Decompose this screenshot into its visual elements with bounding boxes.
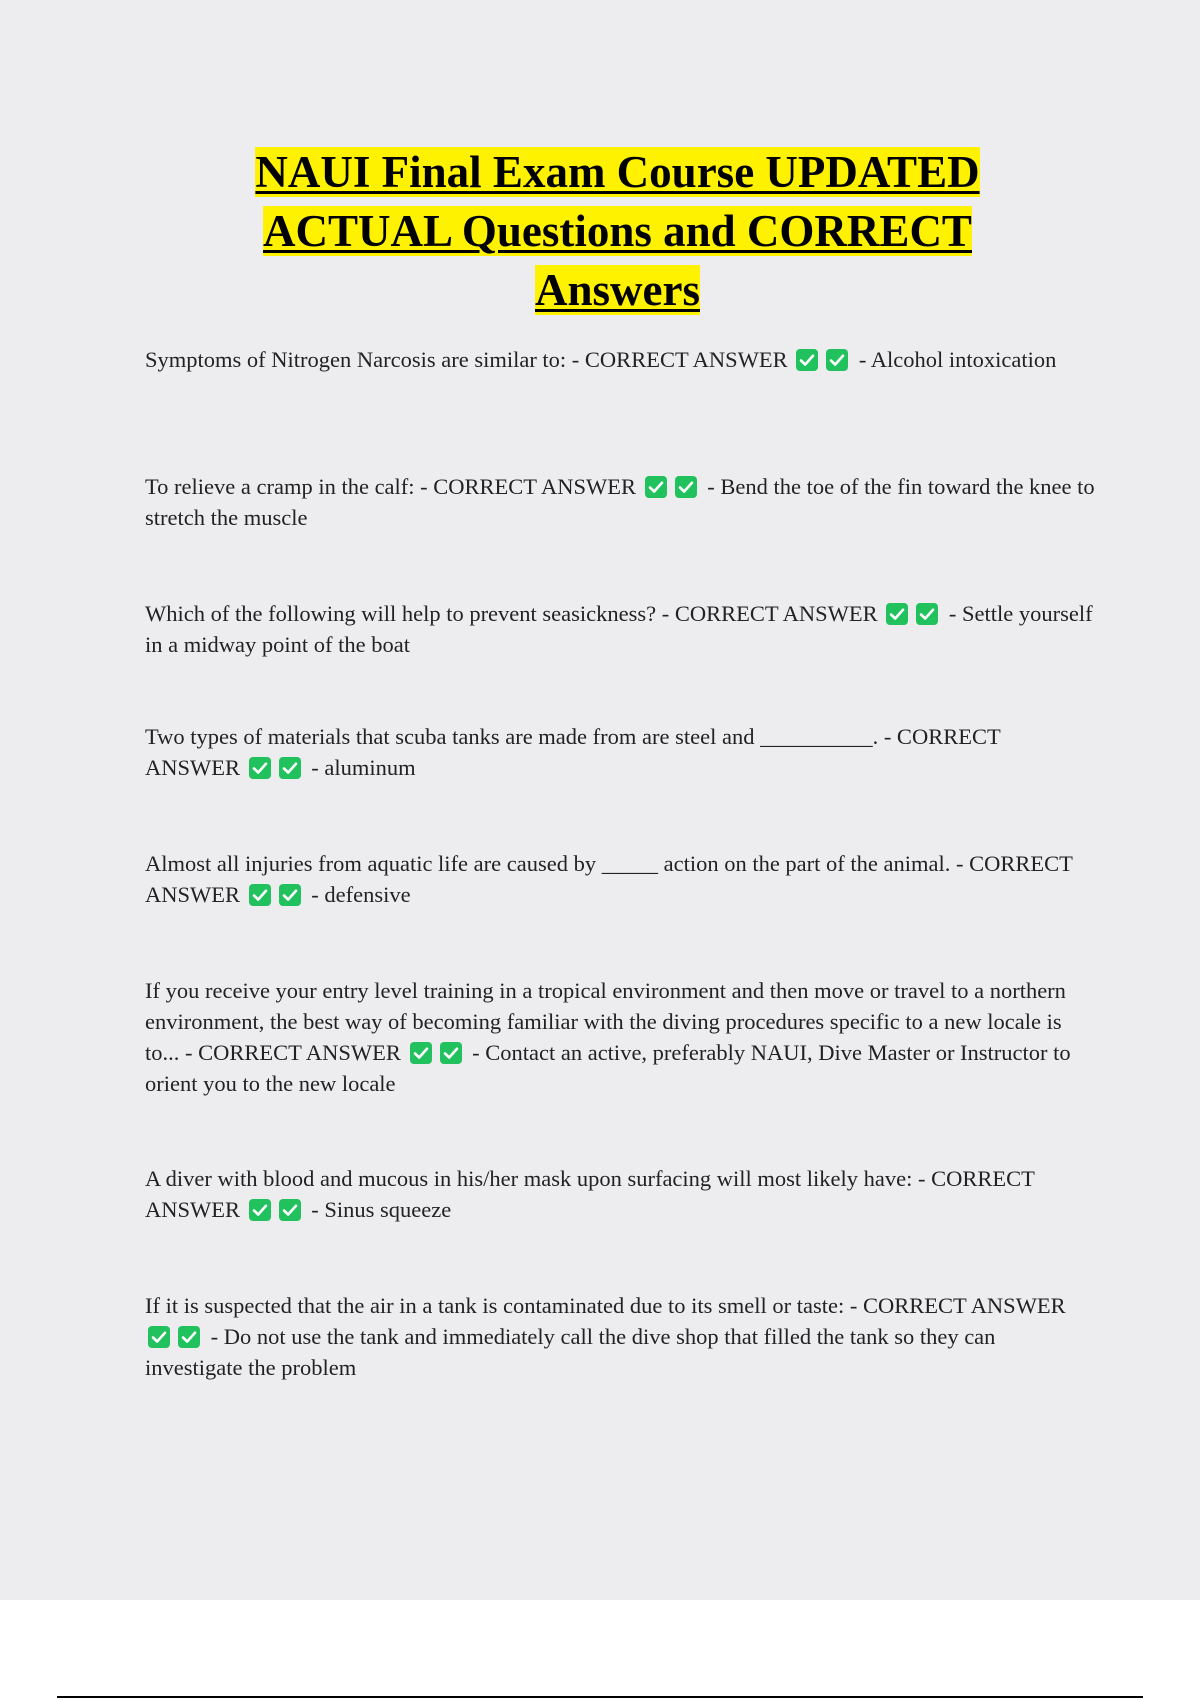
answer-text: - aluminum [311, 755, 416, 780]
check-mark-button-icon [796, 349, 818, 371]
question-text: To relieve a cramp in the calf: - CORRECT ANSWER [145, 474, 637, 499]
check-mark-button-icon [279, 884, 301, 906]
qa-item [145, 1163, 1095, 1225]
qa-item [145, 1290, 1095, 1383]
qa-item [145, 848, 1095, 910]
title-line-3: Answers [535, 265, 700, 315]
answer-text: - Do not use the tank and immediately call the dive shop that filled the tank so they can investigate the problem [145, 1324, 996, 1380]
question-text: If it is suspected that the air in a tank is contaminated due to its smell or taste: - CORRECT ANSWER [145, 1293, 1066, 1318]
check-mark-button-icon [410, 1042, 432, 1064]
answer-text: - Bend the toe of the fin toward the knee to stretch the muscle [145, 474, 1095, 530]
question-text: Which of the following will help to prevent seasickness? - CORRECT ANSWER [145, 601, 878, 626]
check-mark-button-icon [148, 1326, 170, 1348]
check-mark-button-icon [916, 603, 938, 625]
question-text: Two types of materials that scuba tanks are made from are steel and __________. - CORRECT ANSWER [145, 724, 1001, 780]
qa-item [145, 721, 1095, 783]
check-mark-button-icon [279, 1199, 301, 1221]
page-bottom-rule [57, 1696, 1143, 1698]
title-line-2: ACTUAL Questions and CORRECT [263, 206, 972, 256]
check-mark-button-icon [249, 757, 271, 779]
question-text: If you receive your entry level training in a tropical environment and then move or travel to a northern environment, the best way of becoming familiar with the diving procedures specific to a new locale is to... - CORRECT ANSWER [145, 978, 1066, 1065]
check-mark-button-icon [249, 1199, 271, 1221]
check-mark-button-icon [249, 884, 271, 906]
qa-item [145, 471, 1095, 533]
check-mark-button-icon [675, 476, 697, 498]
qa-item [145, 975, 1095, 1099]
title-line-1: NAUI Final Exam Course UPDATED [255, 147, 980, 197]
check-mark-button-icon [178, 1326, 200, 1348]
check-mark-button-icon [440, 1042, 462, 1064]
check-mark-button-icon [886, 603, 908, 625]
question-text: Symptoms of Nitrogen Narcosis are similar to: - CORRECT ANSWER [145, 347, 788, 372]
document-title [145, 143, 1090, 320]
qa-item [145, 344, 1095, 375]
answer-text: - Alcohol intoxication [858, 347, 1057, 372]
check-mark-button-icon [279, 757, 301, 779]
answer-text: - Contact an active, preferably NAUI, Dive Master or Instructor to orient you to the new locale [145, 1040, 1071, 1096]
question-text: A diver with blood and mucous in his/her mask upon surfacing will most likely have: - CORRECT ANSWER [145, 1166, 1035, 1222]
answer-text: - Settle yourself in a midway point of the boat [145, 601, 1093, 657]
qa-item [145, 598, 1095, 660]
question-text: Almost all injuries from aquatic life are caused by _____ action on the part of the animal. - CORRECT ANSWER [145, 851, 1073, 907]
check-mark-button-icon [645, 476, 667, 498]
answer-text: - defensive [311, 882, 411, 907]
answer-text: - Sinus squeeze [311, 1197, 452, 1222]
check-mark-button-icon [826, 349, 848, 371]
